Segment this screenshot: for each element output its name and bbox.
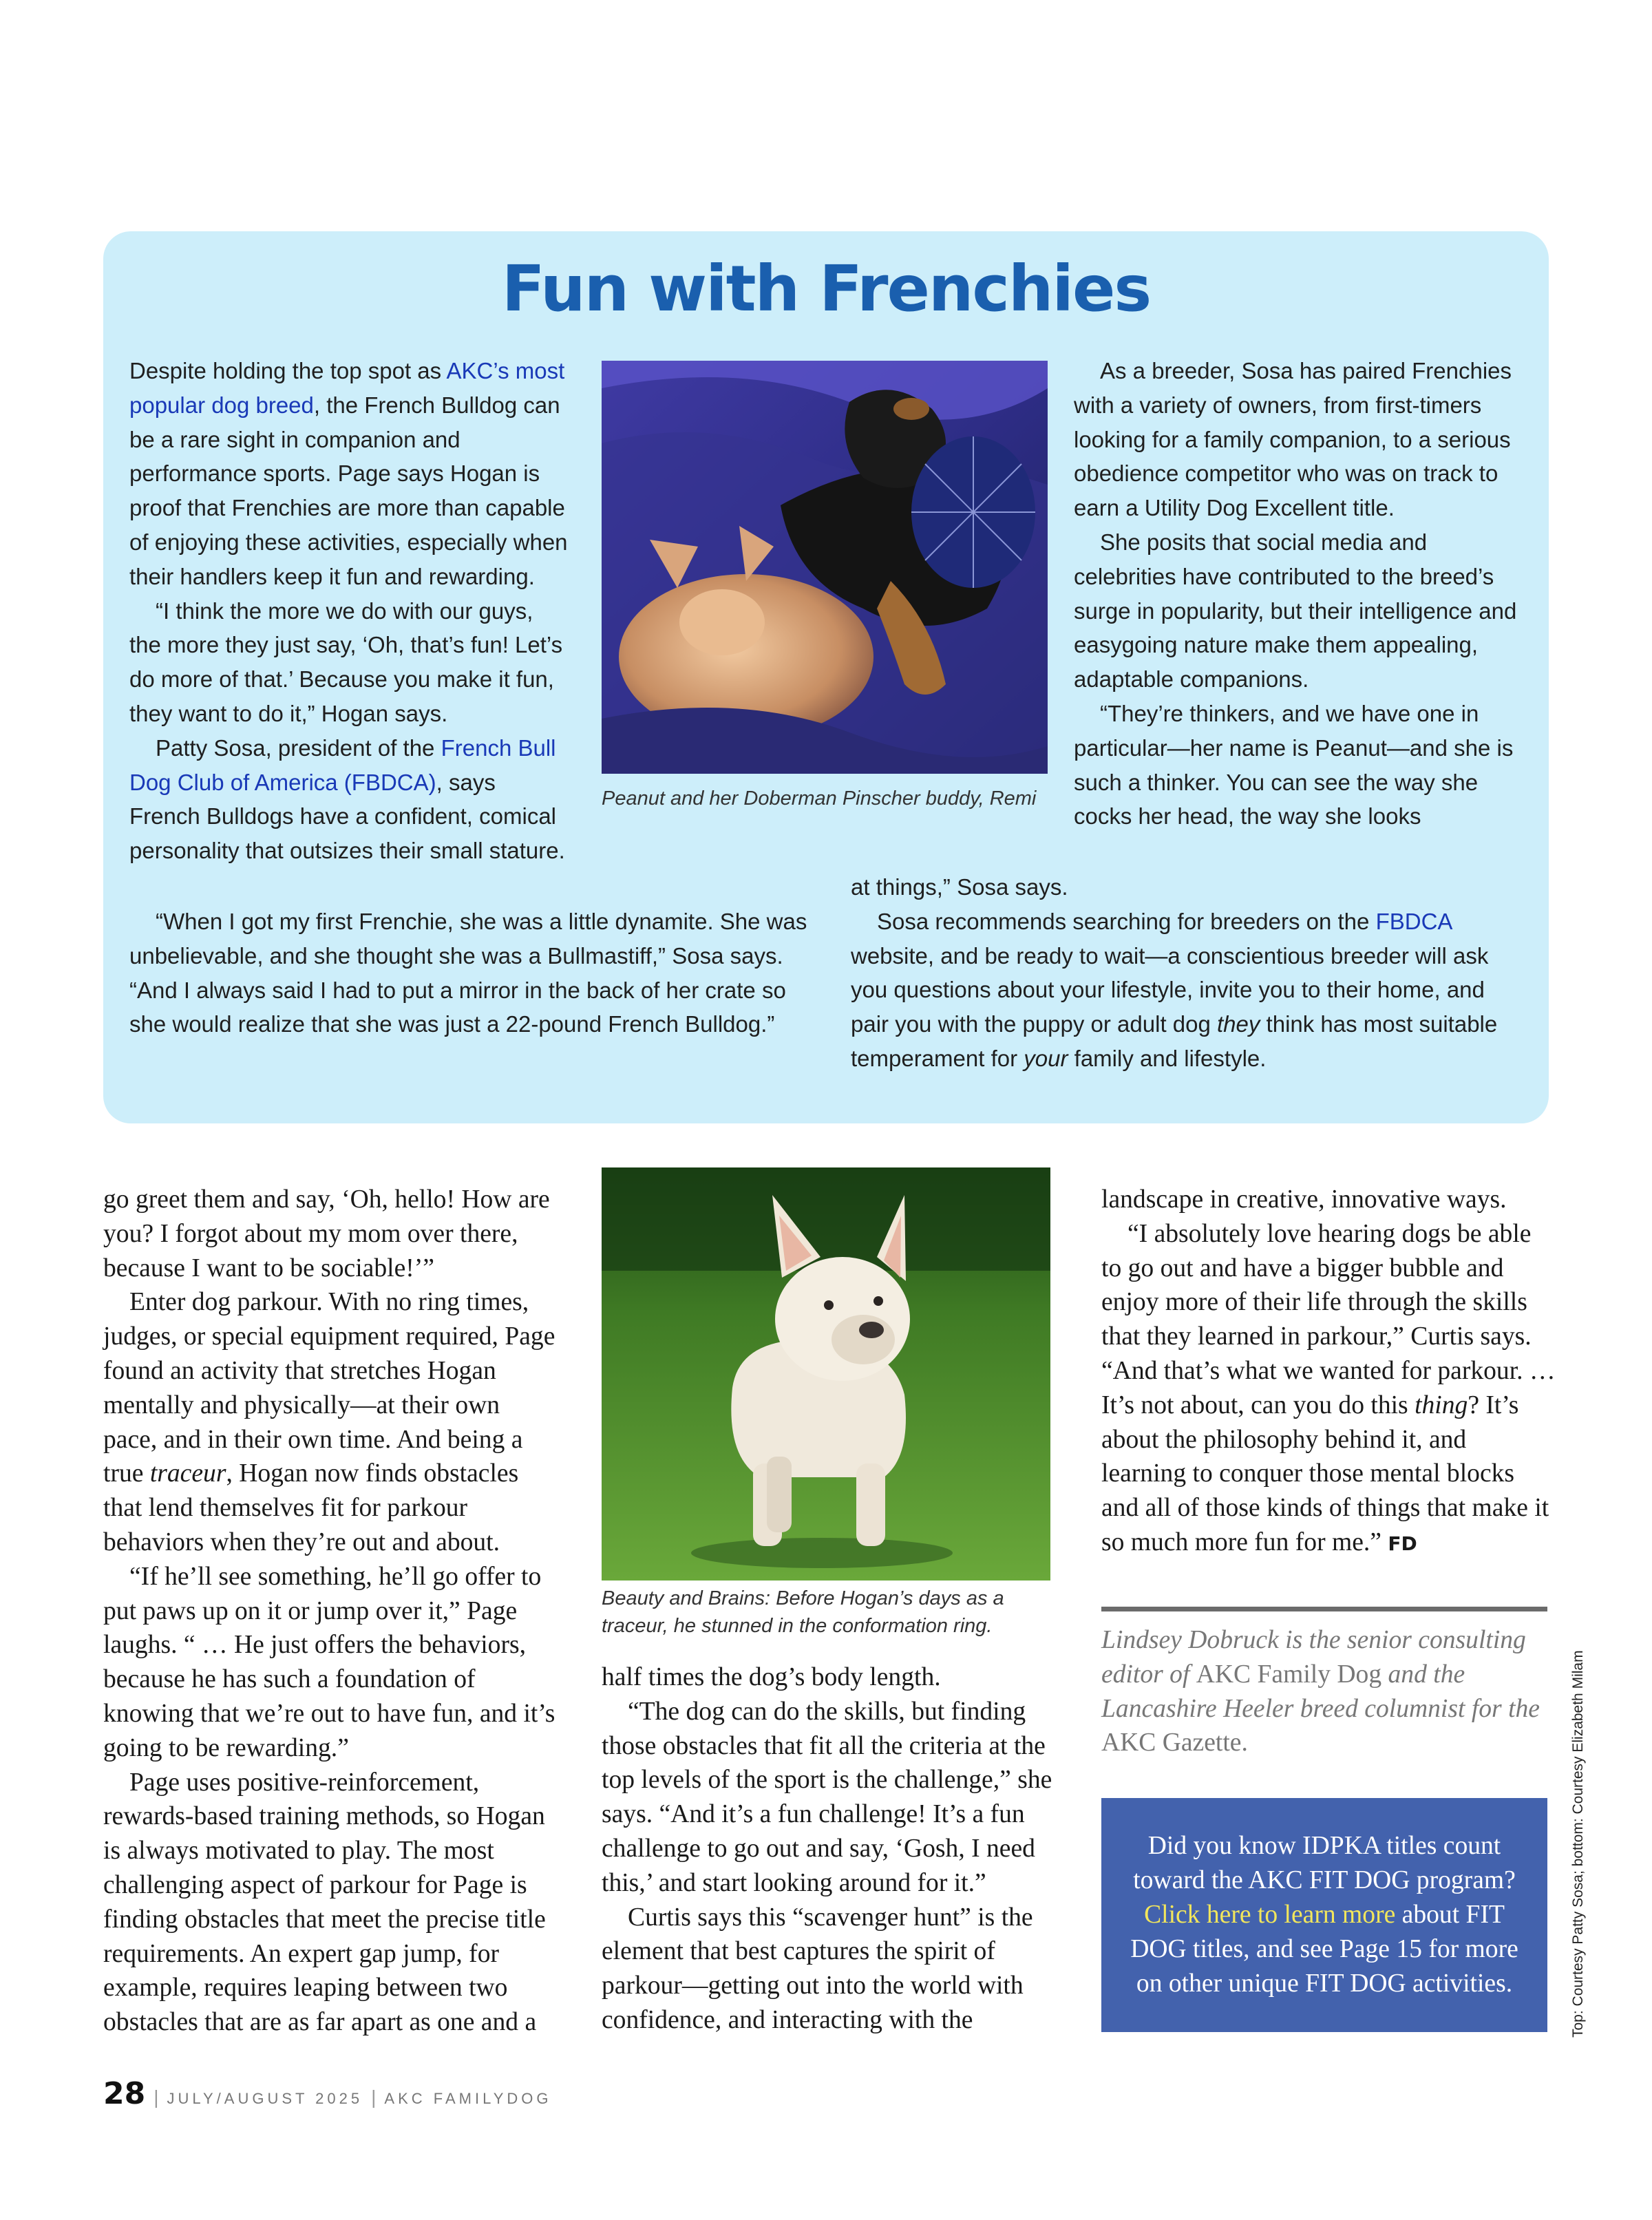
hogan-conformation-photo <box>602 1167 1050 1581</box>
fit-dog-promo-box: Did you know IDPKA titles count toward the AKC FIT DOG program? Click here to learn more about FIT DOG titles, and see Page 15 for more on other unique FIT DOG activities. <box>1101 1798 1547 2032</box>
issue-date: JULY/AUGUST 2025 <box>167 2090 363 2107</box>
body-paragraph: half times the dog’s body length. <box>602 1663 941 1691</box>
end-mark: FD <box>1388 1532 1417 1555</box>
main-column-3 <box>1101 1183 1556 1561</box>
sidebar-column-3 <box>1074 354 1521 834</box>
fit-dog-learn-more-link[interactable]: Click here to learn more <box>1144 1901 1396 1929</box>
photo-caption-hogan: Beauty and Brains: Before Hogan’s days as a traceur, he stunned in the conformation ring. <box>602 1587 1004 1637</box>
sidebar-wide-paragraph: “When I got my first Frenchie, she was a little dynamite. She was unbelievable, and she thought she was a Bullmastiff,” Sosa says. “And I always said I had to put a mirror in the back of her crate so she would realize that she was just a 22-pound French Bulldog.” <box>129 909 807 1037</box>
akc-popular-breed-link[interactable]: AKC’s most popular dog breed <box>129 358 565 418</box>
body-paragraph: Curtis says this “scavenger hunt” is the element that best captures the spirit of parkour—getting out into the world with confidence, and interacting with the <box>602 1903 1033 2034</box>
fbdca-website-link[interactable]: FBDCA <box>1375 908 1452 934</box>
main-column-2 <box>602 1660 1056 2038</box>
sidebar-paragraph: As a breeder, Sosa has paired Frenchies with a variety of owners, from first-timers looking for a family companion, to a serious obedience competitor who was on track to earn a Utility Dog Excellent title. <box>1074 358 1512 521</box>
main-column-1 <box>103 1183 558 2040</box>
sidebar-right-lower <box>851 870 1525 1076</box>
page-folio <box>103 2076 551 2111</box>
sidebar-title: Fun with Frenchies <box>501 252 1151 326</box>
body-paragraph: “If he’ll see something, he’ll go offer to put paws up on it or jump over it,” Page laughs. “ … He just offers the behaviors, because he has such a foundation of knowing that we’re out to have fun, and it’s going to be rewarding.” <box>103 1562 555 1762</box>
fbdca-club-link[interactable]: French Bull Dog Club of America (FBDCA) <box>129 734 556 795</box>
folio-separator: | <box>371 2086 377 2108</box>
bio-divider <box>1101 1607 1547 1611</box>
page-number: 28 <box>103 2076 146 2111</box>
sidebar-paragraph: Despite holding the top spot as AKC’s most popular dog breed, the French Bulldog can be a rare sight in companion and performance sports. Page says Hogan is proof that Frenchies are more than capable of enjoying these activities, especially when their handlers keep it fun and rewarding. <box>129 358 568 589</box>
photo-credit: Top: Courtesy Patty Sosa; bottom: Courtesy Elizabeth Milam <box>1570 1650 1586 2038</box>
body-paragraph: “I absolutely love hearing dogs be able to go out and have a bigger bubble and enjoy more of their life through the skills that they learned in parkour,” Curtis says. “And that’s what we wanted for parkour. … It’s not about, can you do this thing? It’s about the philosophy behind it, and learning to conquer those mental blocks and all of those kinds of things that make it so much more fun for me.” FD <box>1101 1219 1556 1556</box>
peanut-and-remi-photo <box>602 361 1048 774</box>
author-bio: Lindsey Dobruck is the senior consulting editor of AKC Family Dog and the Lancashire Heeler breed columnist for the AKC Gazette. <box>1101 1626 1540 1757</box>
body-paragraph: Enter dog parkour. With no ring times, judges, or special equipment required, Page found an activity that stretches Hogan mentally and physically—at their own pace, and in their own time. And being a true traceur, Hogan now finds obstacles that lend themselves fit for parkour behaviors when they’re out and about. <box>103 1288 555 1556</box>
sidebar-paragraph: She posits that social media and celebrities have contributed to the breed’s surge in popularity, but their intelligence and easygoing nature make them appealing, adaptable companions. <box>1074 529 1517 693</box>
body-paragraph: landscape in creative, innovative ways. <box>1101 1185 1507 1214</box>
folio-separator: | <box>153 2086 159 2108</box>
sidebar-paragraph: “I think the more we do with our guys, the more they just say, ‘Oh, that’s fun! Let’s do more of that.’ Because you make it fun, they want to do it,” Hogan says. <box>129 598 563 726</box>
sidebar-paragraph: Patty Sosa, president of the French Bull Dog Club of America (FBDCA), says French Bulldogs have a confident, comical personality that outsizes their small stature. <box>129 734 565 864</box>
body-paragraph: go greet them and say, ‘Oh, hello! How are you? I forgot about my mom over there, because I want to be sociable!’” <box>103 1185 550 1282</box>
photo-caption-peanut: Peanut and her Doberman Pinscher buddy, Remi <box>602 787 1037 810</box>
body-paragraph: “The dog can do the skills, but finding those obstacles that fit all the criteria at the top levels of the sport is the challenge,” she says. “And it’s a fun challenge! It’s a fun challenge to go out and say, ‘Gosh, I need this,’ and start looking around for it.” <box>602 1697 1052 1897</box>
sidebar-paragraph: Sosa recommends searching for breeders on the FBDCA website, and be ready to wait—a conscientious breeder will ask you questions about your lifestyle, invite you to their home, and pair you with the puppy or adult dog they think has most suitable temperament for your family and lifestyle. <box>851 908 1498 1071</box>
magazine-name: AKC FAMILYDOG <box>384 2090 552 2107</box>
sidebar-column-1 <box>129 354 570 868</box>
sidebar-paragraph: “They’re thinkers, and we have one in particular—her name is Peanut—and she is such a thinker. You can see the way she cocks her head, the way she looks <box>1074 700 1514 829</box>
sidebar-paragraph: at things,” Sosa says. <box>851 874 1068 900</box>
body-paragraph: Page uses positive-reinforcement, rewards-based training methods, so Hogan is always motivated to play. The most challenging aspect of parkour for Page is finding obstacles that meet the precise title requirements. An expert gap jump, for example, requires leaping between two obstacles that are as far apart as one and a <box>103 1768 546 2037</box>
